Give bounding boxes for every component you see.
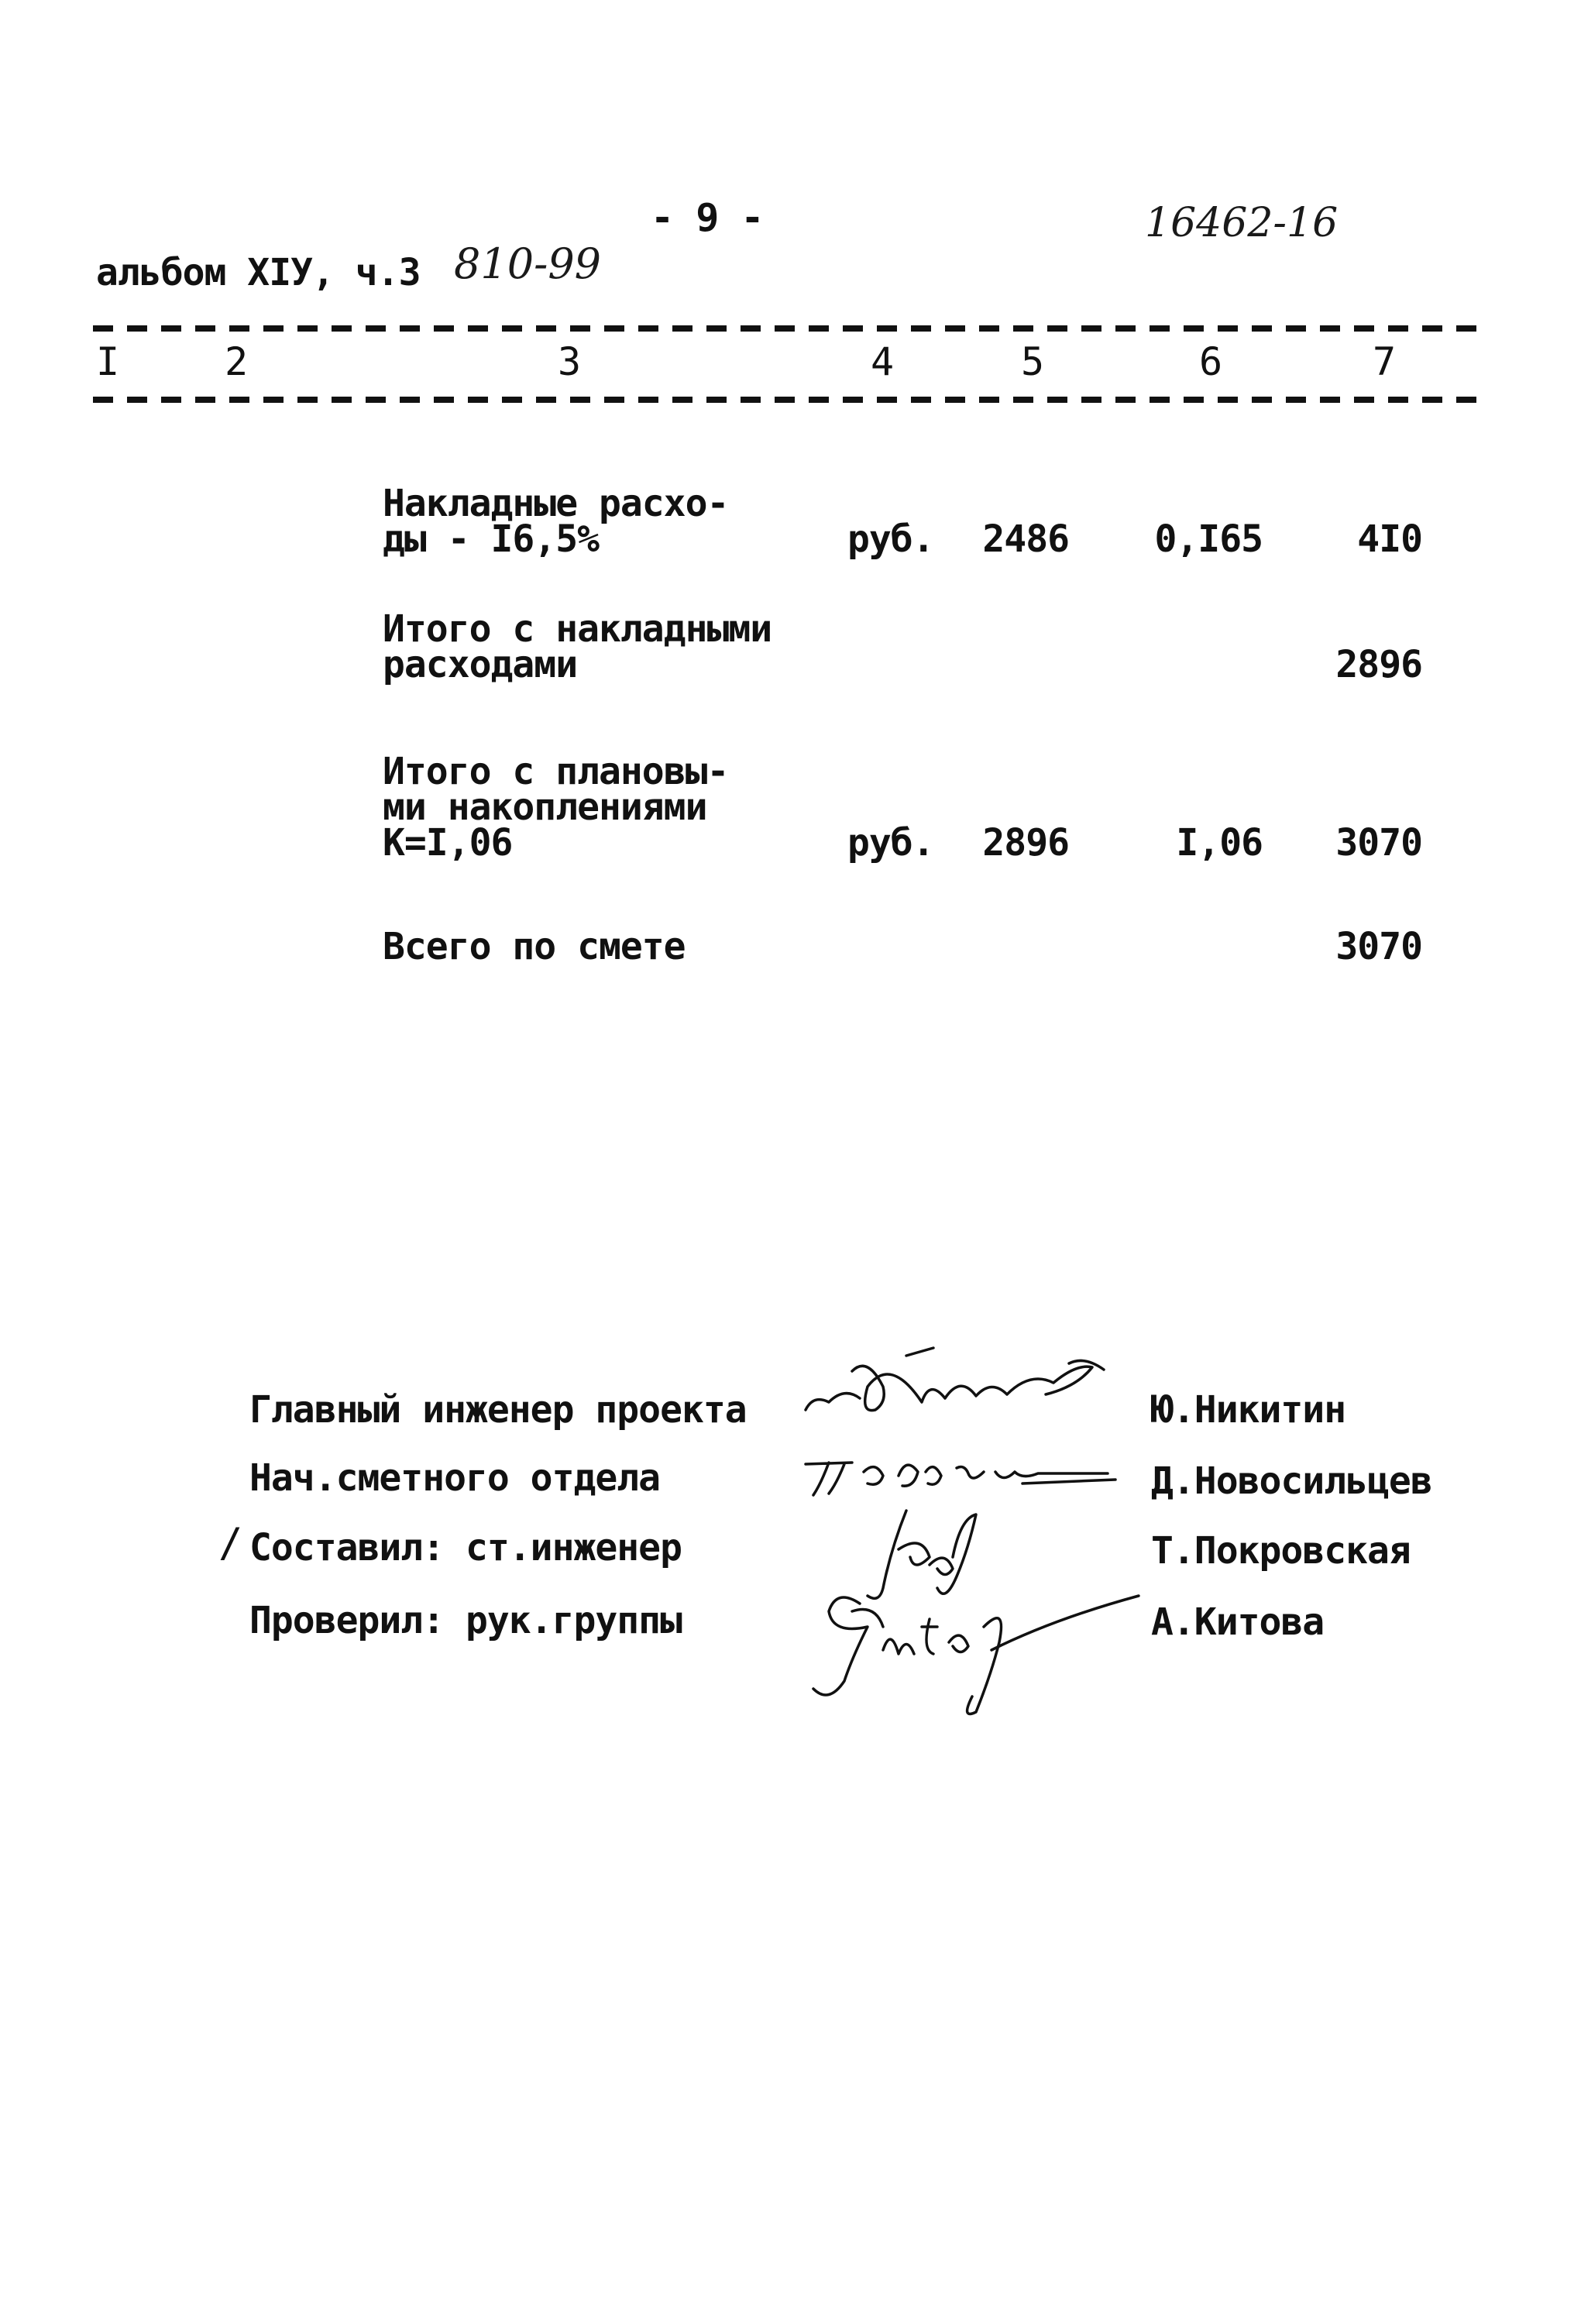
- signatory-role: Составил: ст.инженер: [249, 1526, 682, 1569]
- album-reference: альбом XIУ, ч.3: [96, 251, 421, 294]
- row-name-line2: ми накоплениями: [383, 786, 707, 829]
- column-5-header: 5: [1021, 339, 1044, 384]
- column-1-header: I: [96, 339, 119, 384]
- row-base-value: 2486: [982, 517, 1069, 561]
- row-name-line1: Всего по смете: [383, 925, 686, 968]
- row-unit: руб.: [847, 517, 934, 561]
- row-total: 3070: [1335, 821, 1422, 865]
- row-name-line1: Накладные расхо-: [383, 482, 729, 525]
- row-total: 4I0: [1357, 517, 1422, 561]
- row-name-line2: ды - I6,5%: [383, 517, 599, 561]
- column-2-header: 2: [225, 339, 248, 384]
- table-header-rule: [93, 397, 1487, 403]
- row-total: 2896: [1335, 643, 1422, 686]
- row-base-value: 2896: [982, 821, 1069, 865]
- signatory-role: Проверил: рук.группы: [249, 1599, 682, 1642]
- column-4-header: 4: [871, 339, 894, 384]
- row-name-line2: расходами: [383, 643, 578, 686]
- slash-mark: /: [218, 1520, 242, 1566]
- column-3-header: 3: [558, 339, 581, 384]
- column-7-header: 7: [1373, 339, 1396, 384]
- row-name-line1: Итого с плановы-: [383, 750, 729, 793]
- column-6-header: 6: [1199, 339, 1222, 384]
- signatory-name: Д.Новосильцев: [1151, 1459, 1432, 1503]
- signature-1: [798, 1340, 1123, 1425]
- row-coefficient: 0,I65: [1154, 517, 1263, 561]
- row-total: 3070: [1335, 925, 1422, 968]
- signature-4: [806, 1580, 1162, 1735]
- row-coefficient: I,06: [1176, 821, 1263, 865]
- doc-number-handwritten: 16462-16: [1145, 200, 1339, 246]
- row-unit: руб.: [847, 821, 934, 865]
- album-handwritten-number: 810-99: [454, 239, 602, 288]
- signatory-name: Т.Покровская: [1151, 1529, 1411, 1573]
- signatory-name: Ю.Никитин: [1151, 1388, 1346, 1432]
- row-name-line3: К=I,06: [383, 821, 513, 865]
- signatory-role: Нач.сметного отдела: [249, 1456, 661, 1500]
- table-top-rule: [93, 325, 1487, 332]
- row-name-line1: Итого с накладными: [383, 607, 772, 651]
- signature-2: [790, 1441, 1131, 1511]
- signatory-name: А.Китова: [1151, 1600, 1325, 1644]
- signatory-role: Главный инженер проекта: [249, 1388, 747, 1432]
- page-number: - 9 -: [651, 195, 764, 240]
